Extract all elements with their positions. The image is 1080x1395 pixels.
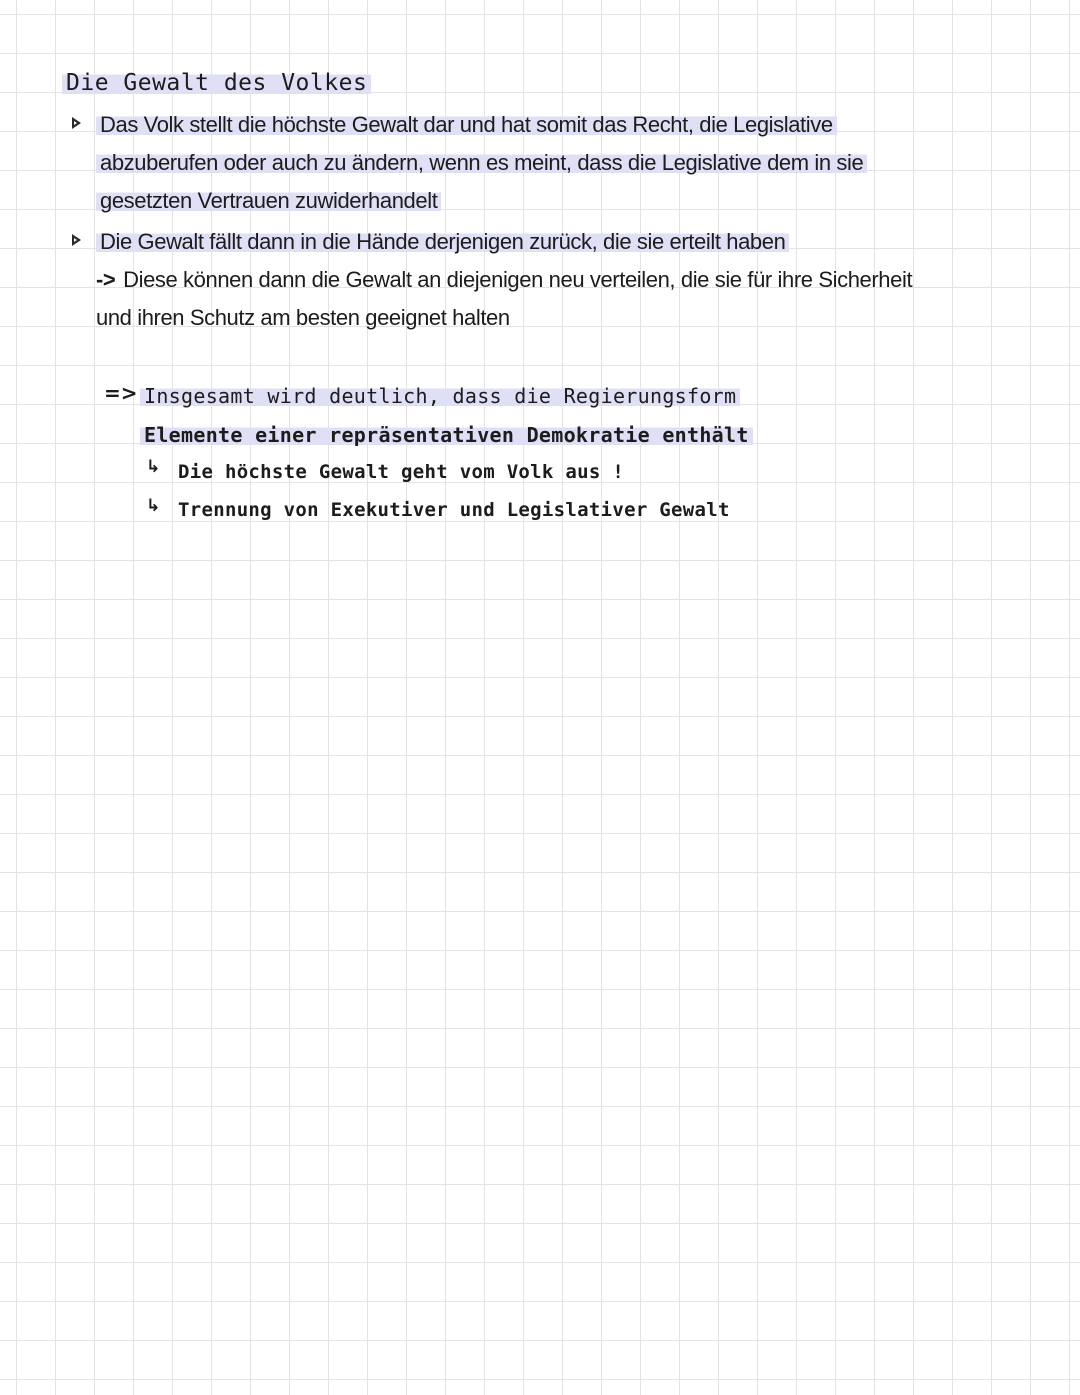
bullet-1-line-3: gesetzten Vertrauen zuwiderhandelt: [96, 188, 441, 214]
triangle-bullet-icon: [72, 117, 81, 129]
implies-arrow-icon: =>: [104, 381, 138, 405]
bullet-1-line-2: abzuberufen oder auch zu ändern, wenn es meint, dass die Legislative dem in sie: [96, 150, 867, 176]
bullet-2-line-1: Die Gewalt fällt dann in die Hände derjenigen zurück, die sie erteilt haben: [96, 229, 789, 255]
turn-right-arrow-icon: ↳: [146, 457, 161, 477]
conclusion-point-1: Die höchste Gewalt geht vom Volk aus !: [178, 461, 625, 483]
section-heading: [62, 70, 371, 96]
right-arrow-icon: ->: [96, 267, 116, 292]
bullet-2-sub-line-1: -> Diese können dann die Gewalt an diejenigen neu verteilen, die sie für ihre Sicherheit: [96, 267, 913, 292]
bullet-2-sub-line-2: und ihren Schutz am besten geeignet halten: [96, 305, 510, 330]
bullet-1-line-1: Das Volk stellt die höchste Gewalt dar und hat somit das Recht, die Legislative: [96, 112, 837, 138]
heading-text: Die Gewalt des Volkes: [62, 70, 371, 96]
turn-right-arrow-icon: ↳: [146, 496, 161, 516]
triangle-bullet-icon: [72, 234, 81, 246]
conclusion-point-2: Trennung von Exekutiver und Legislativer Gewalt: [178, 499, 730, 521]
conclusion-line-1: Insgesamt wird deutlich, dass die Regierungsform: [140, 384, 740, 408]
conclusion-line-2: Elemente einer repräsentativen Demokratie enthält: [140, 423, 753, 447]
